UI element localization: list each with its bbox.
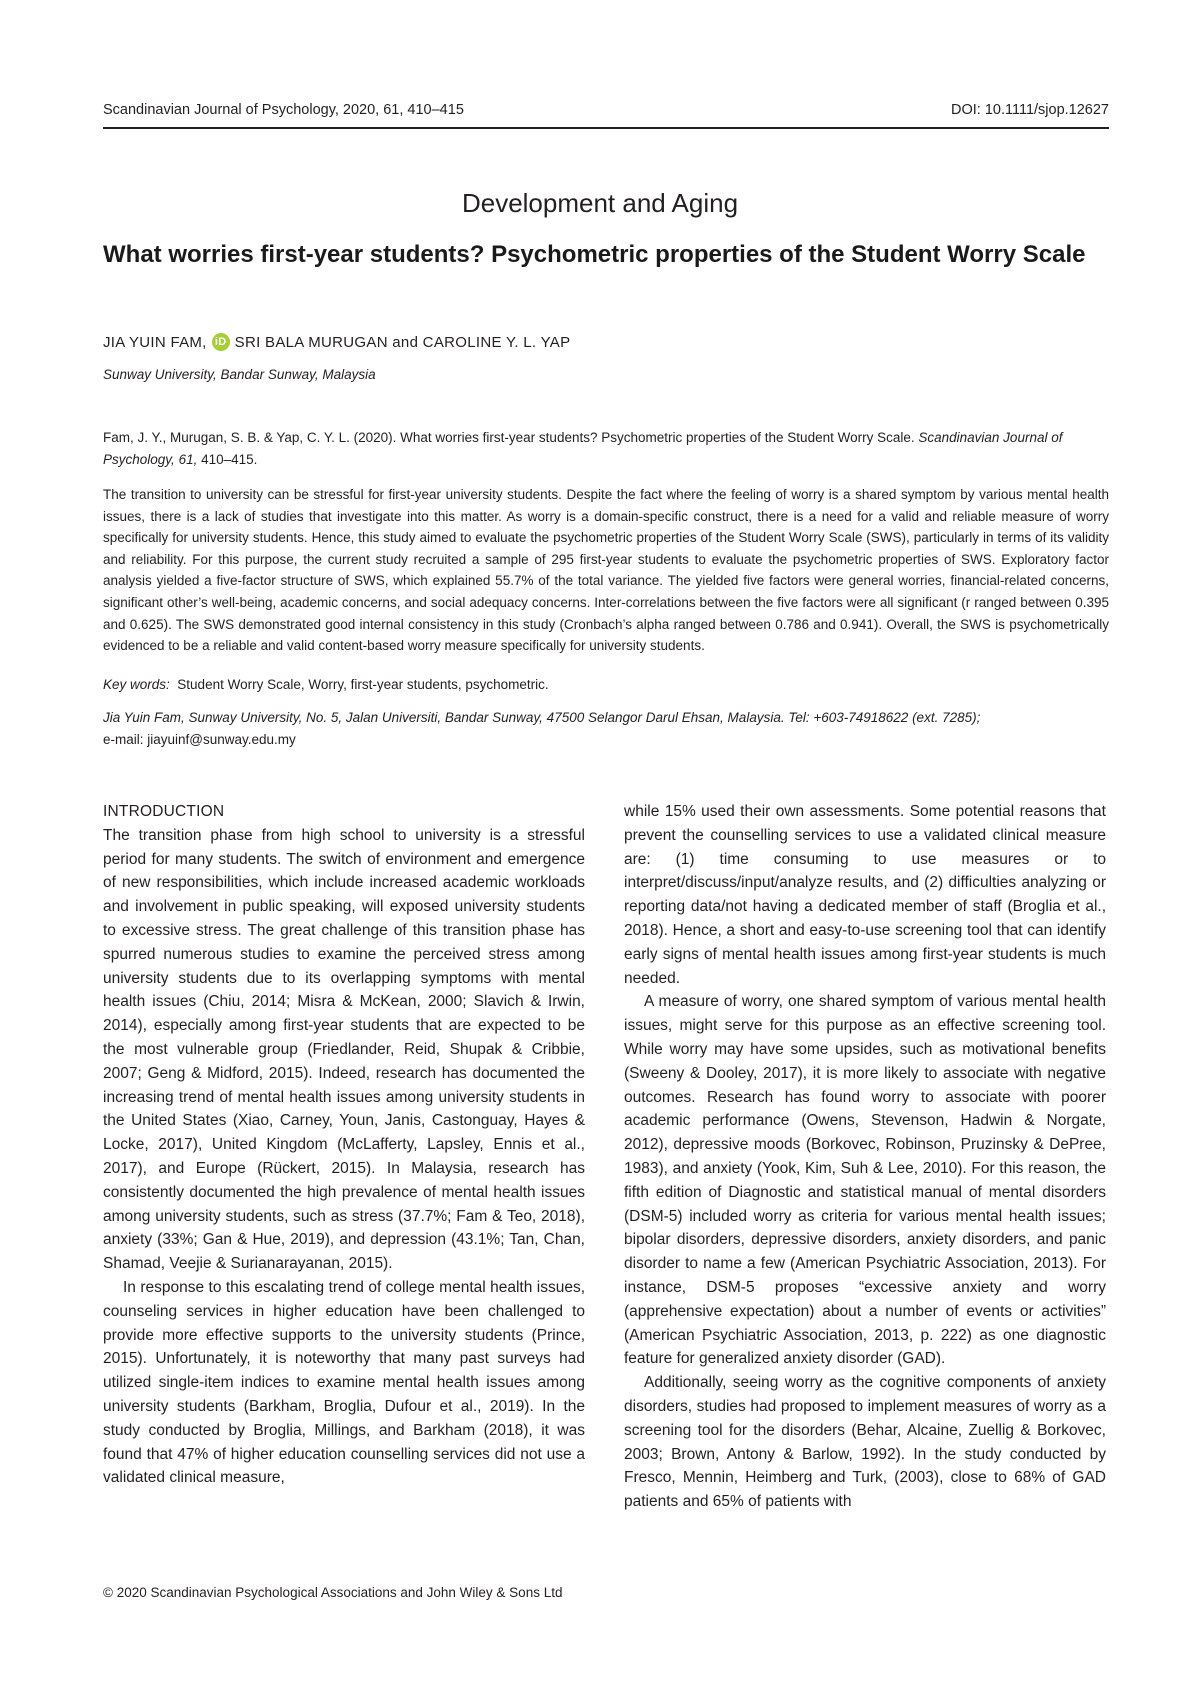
journal-citation: Scandinavian Journal of Psychology, 2020, 61, 410–415 [103, 102, 464, 118]
author-list [103, 333, 570, 351]
keywords-label: Key words: [103, 677, 170, 692]
citation-journal: Scandinavian Journal of Psychology, [103, 430, 1063, 467]
abstract: The transition to university can be stressful for first-year university students. Despite the fact where the feeling of worry is a shared symptom by various mental health issues, there is a lack of studies that investigate into this matter. As worry is a domain-specific construct, there is a need for a valid and reliable measure of worry specifically for university students. Hence, this study aimed to evaluate the psychometric properties of the Student Worry Scale (SWS), particularly in terms of its validity and reliability. For this purpose, the current study recruited a sample of 295 first-year students to evaluate the psychometric properties of SWS. Exploratory factor analysis yielded a five-factor structure of SWS, which explained 55.7% of the total variance. The yielded five factors were general worries, financial-related concerns, significant other’s well-being, academic concerns, and social adequacy concerns. Inter-correlations between the five factors were all significant (r ranged between 0.395 and 0.625). The SWS demonstrated good internal consistency in this study (Cronbach’s alpha ranged between 0.786 and 0.941). Overall, the SWS is psychometrically evidenced to be a reliable and valid content-based worry measure specifically for university students. [103, 487, 1109, 654]
correspondence-address: Jia Yuin Fam, Sunway University, No. 5, Jalan Universiti, Bandar Sunway, 47500 Selangor Darul Ehsan, Malaysia. Tel: +603-74918622 (ext. 7285); [103, 710, 981, 725]
section-title: Development and Aging [461, 188, 739, 218]
citation-volume: 61, [178, 452, 198, 467]
body-paragraph: A measure of worry, one shared symptom of various mental health issues, might serve for this purpose as an effective screening tool. While worry may have some upsides, such as motivational benefits (Sweeny & Dooley, 2017), it is more likely to associate with negative outcomes. Research has found worry to associate with poorer academic performance (Owens, Stevenson, Hadwin & Norgate, 2012), depressive moods (Borkovec, Robinson, Pruzinsky & DePree, 1983), and anxiety (Yook, Kim, Suh & Lee, 2010). For this reason, the fifth edition of Diagnostic and statistical manual of mental disorders (DSM-5) included worry as criteria for various mental health issues; bipolar disorders, depressive disorders, anxiety disorders, and panic disorder to name a few (American Psychiatric Association, 2013). For instance, DSM-5 proposes “excessive anxiety and worry (apprehensive expectation) about a number of events or activities” (American Psychiatric Association, 2013, p. 222) as one diagnostic feature for generalized anxiety disorder (GAD). [624, 993, 1106, 1368]
keywords-text: Student Worry Scale, Worry, first-year students, psychometric. [177, 677, 549, 692]
doi-link[interactable]: DOI: 10.1111/sjop.12627 [951, 102, 1109, 118]
copyright-notice: © 2020 Scandinavian Psychological Associations and John Wiley & Sons Ltd [103, 1585, 563, 1600]
running-head [103, 102, 1109, 118]
body-paragraph: In response to this escalating trend of college mental health issues, counseling services in higher education have been challenged to provide more effective supports to the university students (Prince, 2015). Unfortunately, it is noteworthy that many past surveys had utilized single-item indices to examine mental health issues among university students (Barkham, Broglia, Dufour et al., 2019). In the study conducted by Broglia, Millings, and Barkham (2018), it was found that 47% of higher education counselling services did not use a validated clinical measure, [103, 1278, 585, 1487]
body-column-left [103, 800, 585, 1490]
orcid-icon[interactable]: iD [212, 333, 230, 351]
keywords [103, 677, 549, 692]
citation-text: Fam, J. Y., Murugan, S. B. & Yap, C. Y. L. (2020). What worries first-year students? Psychometric properties of the Student Worry Scale. [103, 430, 915, 445]
header-rule [103, 127, 1109, 129]
correspondence [103, 707, 1109, 751]
affiliation: Sunway University, Bandar Sunway, Malaysia [103, 367, 376, 382]
introduction-heading: INTRODUCTION [103, 803, 225, 820]
body-column-right [624, 800, 1106, 1514]
citation [103, 427, 1109, 471]
author-first: JIA YUIN FAM, [103, 333, 207, 351]
article-title: What worries first-year students? Psychometric properties of the Student Worry Scale [103, 241, 1086, 268]
body-paragraph: The transition phase from high school to university is a stressful period for many students. The switch of environment and emergence of new responsibilities, which include increased academic workloads and involvement in public speaking, will exposed university students to excessive stress. The great challenge of this transition phase has spurred numerous studies to examine the perceived stress among university students due to its overlapping symptoms with mental health issues (Chiu, 2014; Misra & McKean, 2000; Slavich & Irwin, 2014), especially among first-year students that are expected to be the most vulnerable group (Friedlander, Reid, Shupak & Cribbie, 2007; Geng & Midford, 2015). Indeed, research has documented the increasing trend of mental health issues among university students in the United States (Xiao, Carney, Youn, Janis, Castonguay, Hayes & Locke, 2017), United Kingdom (McLafferty, Lapsley, Ennis et al., 2017), and Europe (Rückert, 2015). In Malaysia, research has consistently documented the high prevalence of mental health issues among university students, such as stress (37.7%; Fam & Teo, 2018), anxiety (33%; Gan & Hue, 2019), and depression (43.1%; Tan, Chan, Shamad, Veejie & Surianarayanan, 2015). [103, 826, 585, 1273]
author-others: SRI BALA MURUGAN and CAROLINE Y. L. YAP [234, 333, 571, 351]
body-paragraph: Additionally, seeing worry as the cognitive components of anxiety disorders, studies had proposed to implement measures of worry as a screening tool for the disorders (Behar, Alcaine, Zuellig & Borkovec, 2003; Brown, Antony & Barlow, 1992). In the study conducted by Fresco, Mennin, Heimberg and Turk, (2003), close to 68% of GAD patients and 65% of patients with [624, 1374, 1106, 1511]
citation-pages: 410–415. [201, 452, 258, 467]
body-paragraph: while 15% used their own assessments. Some potential reasons that prevent the counselling services to use a validated clinical measure are: (1) time consuming to use measures or to interpret/discuss/input/analyze results, and (2) difficulties analyzing or reporting data/not having a dedicated member of staff (Broglia et al., 2018). Hence, a short and easy-to-use screening tool that can identify early signs of mental health issues among first-year students is much needed. [624, 803, 1106, 987]
correspondence-email[interactable]: e-mail: jiayuinf@sunway.edu.my [103, 732, 296, 747]
